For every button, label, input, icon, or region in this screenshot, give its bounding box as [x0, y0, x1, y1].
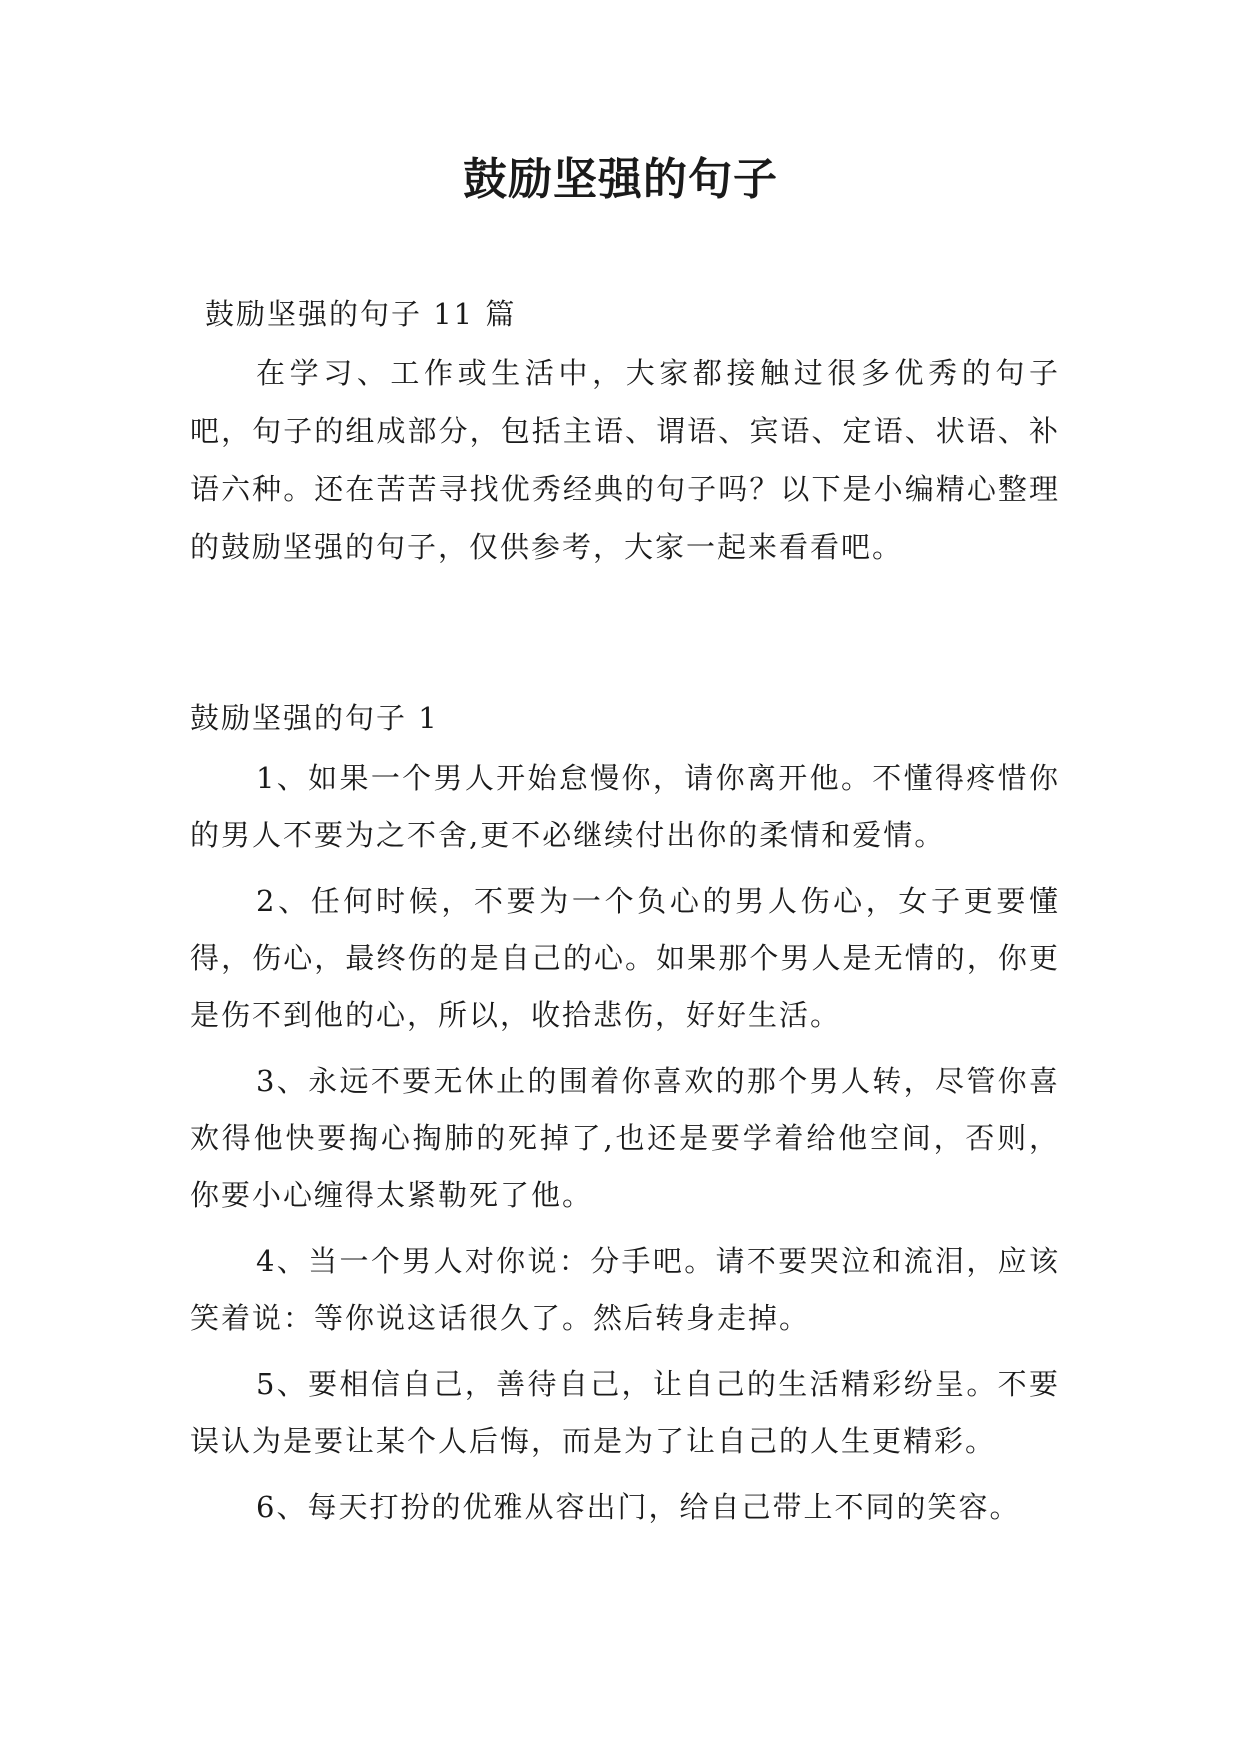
intro-paragraph: 在学习、工作或生活中，大家都接触过很多优秀的句子吧，句子的组成部分，包括主语、谓语、宾语、定语、状语、补语六种。还在苦苦寻找优秀经典的句子吗？以下是小编精心整理的鼓励坚强的句子，仅供参考，大家一起来看看吧。	[190, 356, 1060, 564]
quote-list	[190, 750, 1060, 1545]
list-item: 5、要相信自己，善待自己，让自己的生活精彩纷呈。不要误认为是要让某个人后悔，而是为了让自己的人生更精彩。	[190, 1367, 1060, 1458]
list-item: 1、如果一个男人开始怠慢你，请你离开他。不懂得疼惜你的男人不要为之不舍,更不必继续付出你的柔情和爱情。	[190, 761, 1060, 852]
list-item: 6、每天打扮的优雅从容出门，给自己带上不同的笑容。	[256, 1490, 1021, 1524]
list-item: 3、永远不要无休止的围着你喜欢的那个男人转，尽管你喜欢得他快要掏心掏肺的死掉了,也还是要学着给他空间，否则，你要小心缠得太紧勒死了他。	[190, 1064, 1060, 1212]
section-heading: 鼓励坚强的句子 1	[190, 701, 439, 735]
document-title: 鼓励坚强的句子	[463, 154, 778, 205]
document-subtitle: 鼓励坚强的句子 11 篇	[205, 297, 517, 331]
list-item: 4、当一个男人对你说：分手吧。请不要哭泣和流泪，应该笑着说：等你说这话很久了。然后转身走掉。	[190, 1244, 1060, 1335]
list-item: 2、任何时候，不要为一个负心的男人伤心，女子更要懂得，伤心，最终伤的是自己的心。如果那个男人是无情的，你更是伤不到他的心，所以，收拾悲伤，好好生活。	[190, 884, 1060, 1032]
